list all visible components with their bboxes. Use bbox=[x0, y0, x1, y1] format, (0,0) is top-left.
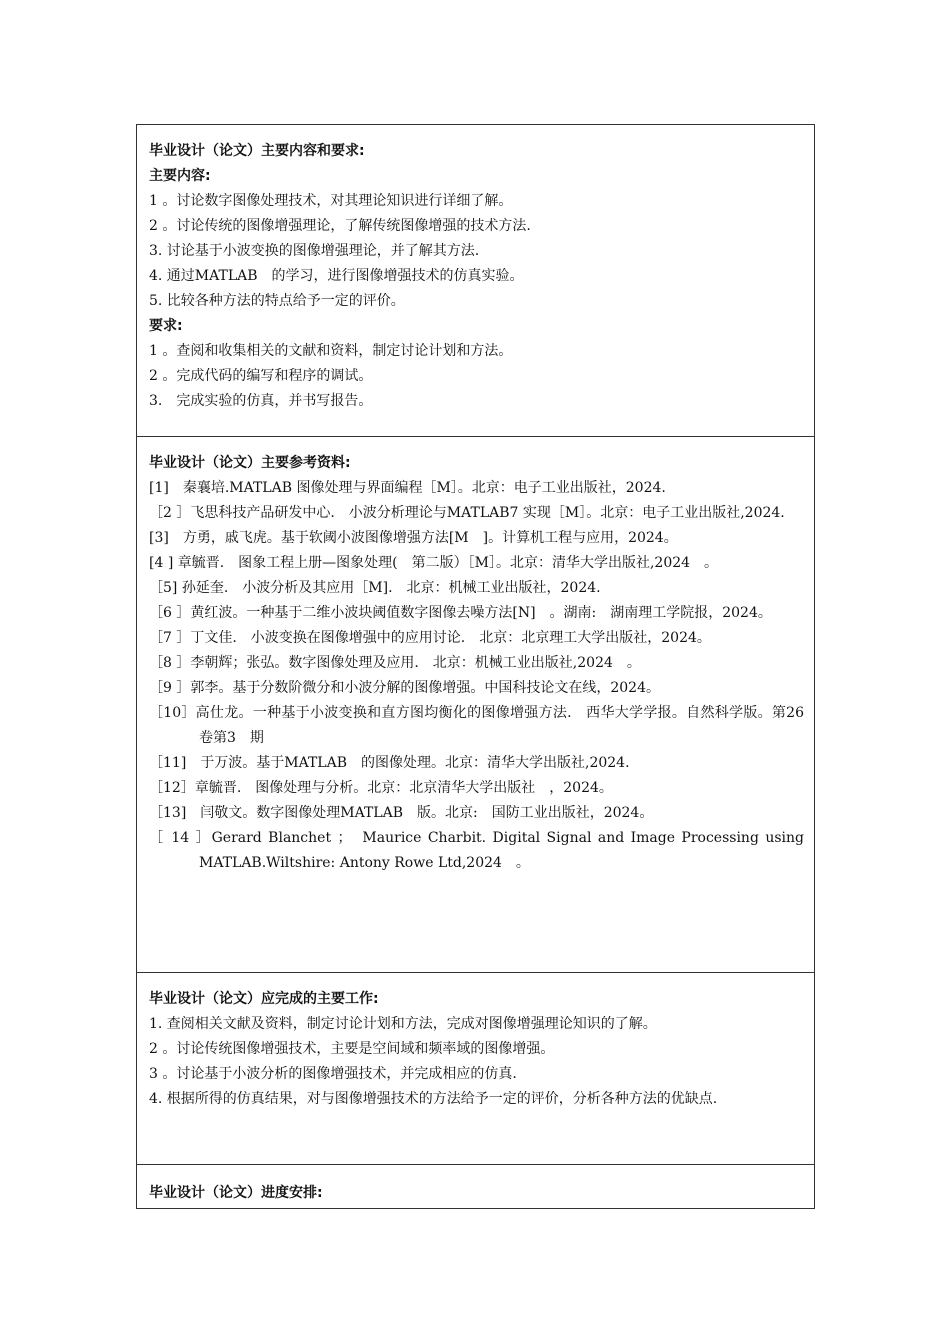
content-item: 2 。讨论传统的图像增强理论，了解传统图像增强的技术方法. bbox=[149, 218, 531, 234]
content-requirements-title: 毕业设计（论文）主要内容和要求: bbox=[149, 143, 365, 159]
reference-item: ［2 ］飞思科技产品研发中心. 小波分析理论与MATLAB7 实现［M］。北京：电子工业出版社,2024. bbox=[149, 505, 785, 521]
requirement-item: 3. 完成实验的仿真，并书写报告。 bbox=[149, 393, 373, 409]
references-section bbox=[137, 437, 814, 973]
content-item: 1 。讨论数字图像处理技术，对其理论知识进行详细了解。 bbox=[149, 193, 513, 209]
reference-item: ［10］高仕龙。一种基于小波变换和直方图均衡化的图像增强方法. 西华大学学报。自然科学版。第26卷第3 期 bbox=[149, 705, 804, 746]
content-item: 5. 比较各种方法的特点给予一定的评价。 bbox=[149, 293, 405, 309]
reference-item: ［ 14 ］Gerard Blanchet ； Maurice Charbit. Digital Signal and Image Processing using MATLAB.Wiltshire: Antony Rowe Ltd,2024 。 bbox=[149, 830, 804, 871]
reference-item: ［9 ］郭李。基于分数阶微分和小波分解的图像增强。中国科技论文在线，2024。 bbox=[149, 680, 660, 696]
work-item: 1. 查阅相关文献及资料，制定讨论计划和方法，完成对图像增强理论知识的了解。 bbox=[149, 1016, 657, 1032]
main-work-section bbox=[137, 973, 814, 1165]
reference-item: ［6 ］黄红波。一种基于二维小波块阈值数字图像去噪方法[N] 。湖南: 湖南理工学院报，2024。 bbox=[149, 605, 772, 621]
requirements-label: 要求: bbox=[149, 318, 183, 334]
reference-item: ［12］章毓晋. 图像处理与分析。北京：北京清华大学出版社 ，2024。 bbox=[149, 780, 613, 796]
reference-item: ［5] 孙延奎. 小波分析及其应用［M]. 北京：机械工业出版社，2024. bbox=[149, 580, 601, 596]
reference-item: ［11] 于万波。基于MATLAB 的图像处理。北京：清华大学出版社,2024. bbox=[149, 755, 630, 771]
content-requirements-section bbox=[137, 125, 814, 437]
requirement-item: 1 。查阅和收集相关的文献和资料，制定讨论计划和方法。 bbox=[149, 343, 513, 359]
reference-item: ［8 ］李朝辉；张弘。数字图像处理及应用. 北京：机械工业出版社,2024 。 bbox=[149, 655, 641, 671]
requirement-item: 2 。完成代码的编写和程序的调试。 bbox=[149, 368, 373, 384]
work-item: 4. 根据所得的仿真结果，对与图像增强技术的方法给予一定的评价，分析各种方法的优缺点. bbox=[149, 1091, 718, 1107]
references-title: 毕业设计（论文）主要参考资料: bbox=[149, 455, 351, 471]
reference-item: [4 ] 章毓晋. 图象工程上册—图象处理( 第二版）［M］。北京：清华大学出版社,2024 。 bbox=[149, 555, 719, 571]
task-table bbox=[136, 124, 815, 1209]
content-item: 4. 通过MATLAB 的学习，进行图像增强技术的仿真实验。 bbox=[149, 268, 524, 284]
reference-item: [1] 秦襄培.MATLAB 图像处理与界面编程［M］。北京：电子工业出版社，2024. bbox=[149, 480, 666, 496]
work-item: 3 。讨论基于小波分析的图像增强技术，并完成相应的仿真. bbox=[149, 1066, 517, 1082]
content-item: 3. 讨论基于小波变换的图像增强理论，并了解其方法. bbox=[149, 243, 480, 259]
content-label: 主要内容: bbox=[149, 168, 211, 184]
reference-item: ［7 ］丁文佳. 小波变换在图像增强中的应用讨论. 北京：北京理工大学出版社，2024。 bbox=[149, 630, 711, 646]
reference-item: [3] 方勇，戚飞虎。基于软阈小波图像增强方法[M ]。计算机工程与应用，2024。 bbox=[149, 530, 678, 546]
reference-item: ［13] 闫敬文。数字图像处理MATLAB 版。北京: 国防工业出版社，2024。 bbox=[149, 805, 654, 821]
schedule-title: 毕业设计（论文）进度安排: bbox=[149, 1185, 323, 1201]
schedule-section bbox=[137, 1165, 814, 1208]
work-item: 2 。讨论传统图像增强技术，主要是空间域和频率域的图像增强。 bbox=[149, 1041, 555, 1057]
main-work-title: 毕业设计（论文）应完成的主要工作: bbox=[149, 991, 379, 1007]
